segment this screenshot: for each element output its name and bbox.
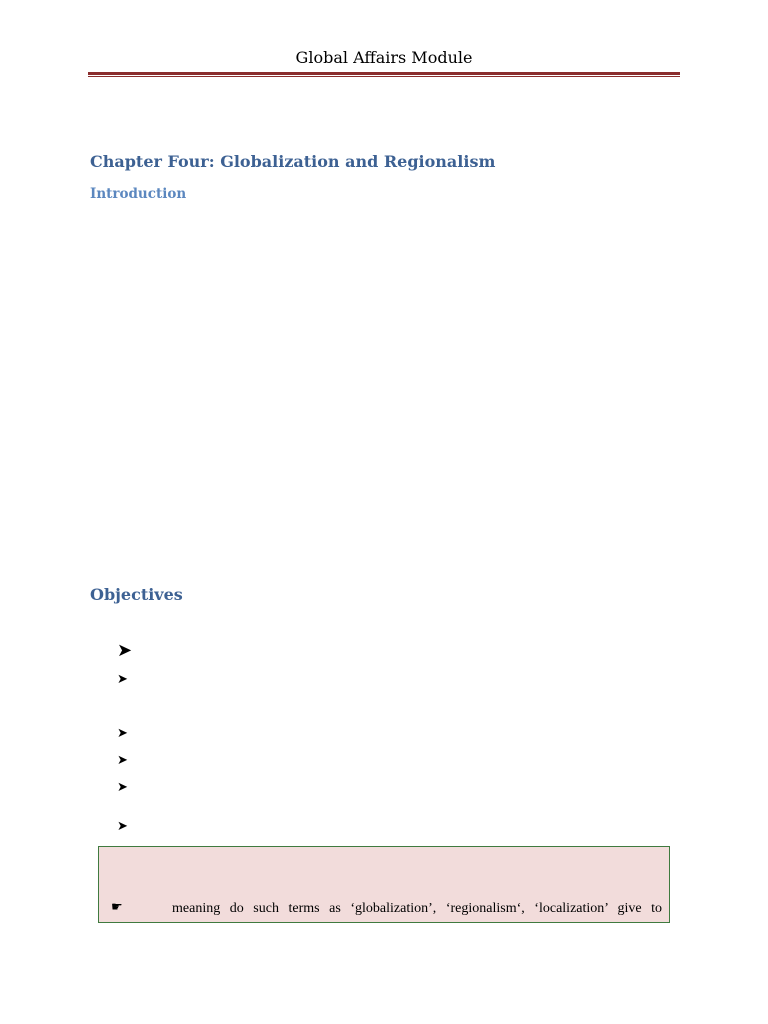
introduction-heading: Introduction bbox=[90, 186, 187, 202]
objective-bullet-icon: ➤ bbox=[117, 672, 128, 687]
page-header-title: Global Affairs Module bbox=[295, 48, 473, 67]
header-rule-thin bbox=[88, 76, 680, 77]
objectives-heading: Objectives bbox=[90, 585, 183, 604]
objective-bullet-icon: ➤ bbox=[117, 753, 128, 768]
objective-bullet-icon: ➤ bbox=[117, 780, 128, 795]
header-rule-thick bbox=[88, 72, 680, 75]
reflection-question-text: meaning do such terms as ‘globalization’, ‘regionalism‘, ‘localization’ give to bbox=[172, 901, 662, 916]
objective-bullet-icon: ➤ bbox=[117, 726, 128, 741]
reflection-question-box bbox=[98, 846, 670, 923]
objective-bullet-icon: ➤ bbox=[117, 640, 133, 661]
chapter-title: Chapter Four: Globalization and Regionalism bbox=[90, 152, 496, 171]
objective-bullet-icon: ➤ bbox=[117, 819, 128, 834]
pointing-hand-icon: ☛ bbox=[111, 900, 123, 915]
